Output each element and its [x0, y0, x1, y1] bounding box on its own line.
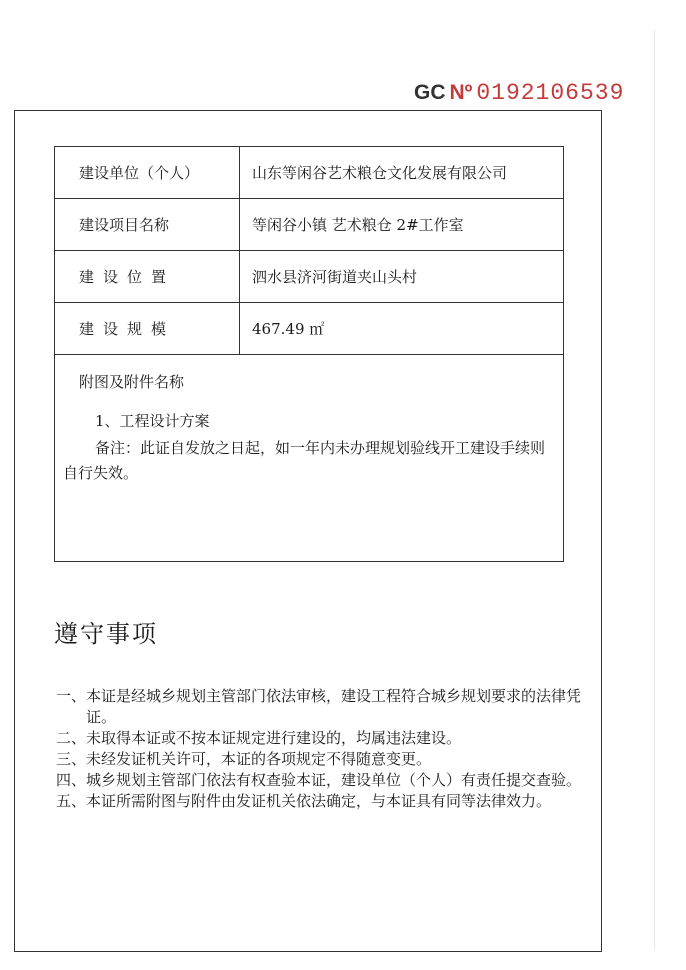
list-item — [56, 749, 586, 770]
attachment-item: 1、工程设计方案 — [95, 412, 210, 430]
row-label: 建设规模 — [55, 303, 240, 355]
list-item — [56, 728, 586, 749]
validity-note: 备注：此证自发放之日起，如一年内未办理规划验线开工建设手续则自行失效。 — [63, 439, 546, 482]
attachments-title: 附图及附件名称 — [79, 373, 185, 391]
item-text: 城乡规划主管部门依法有权查验本证，建设单位（个人）有责任提交查验。 — [86, 771, 582, 789]
project-info-table — [54, 146, 564, 355]
item-text: 未取得本证或不按本证规定进行建设的，均属违法建设。 — [86, 729, 462, 747]
item-number: 三、 — [56, 750, 87, 768]
notice-title: 遵守事项 — [54, 620, 158, 648]
row-value: 467.49 ㎡ — [240, 303, 564, 355]
row-value: 等闲谷小镇 艺术粮仓 2#工作室 — [240, 199, 564, 251]
notice-list — [56, 686, 586, 812]
table-row — [55, 147, 564, 199]
item-number: 四、 — [56, 771, 87, 789]
table-row — [55, 199, 564, 251]
list-item — [56, 770, 586, 791]
item-text: 本证是经城乡规划主管部门依法审核，建设工程符合城乡规划要求的法律凭证。 — [86, 687, 582, 726]
serial-prefix: GC — [414, 81, 446, 104]
row-label: 建设项目名称 — [55, 199, 240, 251]
item-text: 未经发证机关许可，本证的各项规定不得随意变更。 — [86, 750, 432, 768]
table-row — [55, 251, 564, 303]
table-row — [55, 303, 564, 355]
serial-number: 0192106539 — [476, 80, 625, 106]
attachments-box — [54, 354, 564, 562]
page-edge-line — [654, 30, 655, 950]
item-number: 一、 — [56, 687, 87, 705]
row-value: 山东等闲谷艺术粮仓文化发展有限公司 — [240, 147, 564, 199]
item-text: 本证所需附图与附件由发证机关依法确定，与本证具有同等法律效力。 — [86, 792, 552, 810]
row-label: 建设位置 — [55, 251, 240, 303]
certificate-serial — [414, 80, 624, 106]
item-number: 二、 — [56, 729, 87, 747]
serial-no-mark: Nº — [449, 81, 473, 104]
list-item — [56, 791, 586, 812]
row-value: 泗水县济河街道夹山头村 — [240, 251, 564, 303]
list-item — [56, 686, 586, 728]
row-label: 建设单位（个人） — [55, 147, 240, 199]
item-number: 五、 — [56, 792, 87, 810]
